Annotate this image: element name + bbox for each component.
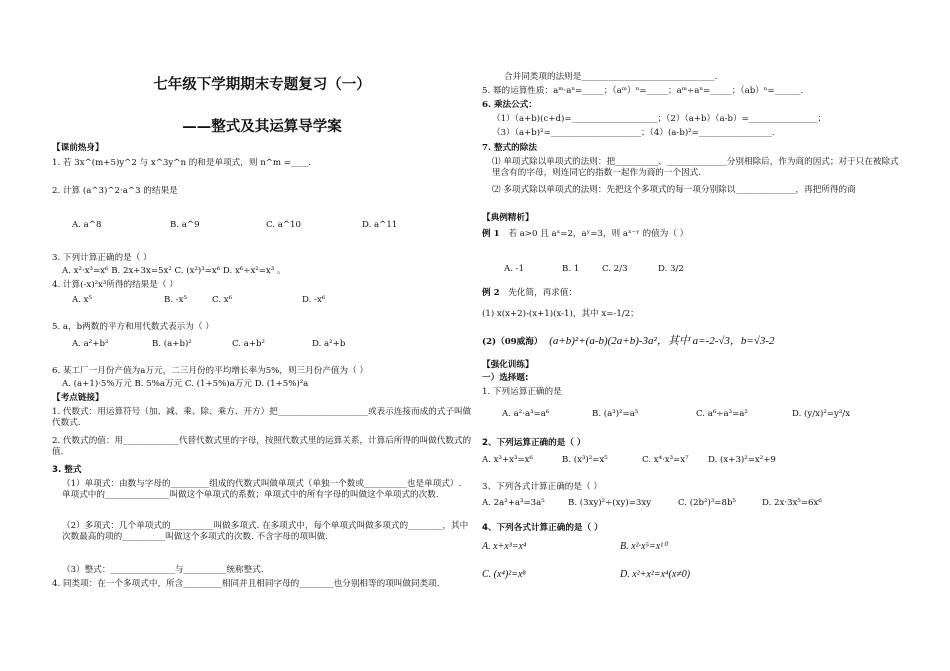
point-4-cont: 合并同类项的法则是_______________________________. [504,72,718,82]
training-q3-options [482,498,902,518]
point-6-2: （3）（a+b)²=_____________________；（4）(a-b)²=_________________. [492,128,775,138]
t3-option-a: A. 2a²+a³=3a⁵ [482,498,545,508]
warmup-q3-options: A. x²·x³=x⁶ B. 2x+3x=5x² C. (x²)³=x⁶ D. x⁶÷x²=x³ 。 [62,266,286,276]
t2-option-a: A. x³+x³=x⁶ [482,455,533,465]
warmup-q2: 2. 计算 (a^3)^2·a^3 的结果是 [52,186,178,196]
q4-option-c: C. x⁶ [212,295,233,305]
example-2-label: 例 2 [482,288,500,298]
example-2-2-expr: (a+b)²+(a-b)(2a+b)-3a²，其中 a=-2-√3，b=√3-2 [549,335,775,347]
example-2 [482,288,902,299]
t4-option-b: B. x²·x⁵=x¹⁰ [620,541,668,552]
q2-option-b: B. a^9 [170,220,200,230]
t2-option-b: B. (x³)²=x⁵ [562,455,608,465]
warmup-q5: 5. a，b两数的平方和用代数式表示为（ ） [52,322,214,332]
t3-option-c: C. (2b²)³=8b⁵ [678,498,736,508]
training-subheader: 一）选择题: [482,373,529,383]
training-q1-options [482,409,902,429]
warmup-q6: 6. 某工厂一月份产值为a万元，二三月份的平均增长率为5%，则三月份产值为（ ） [52,366,369,376]
warmup-q3: 3. 下列计算正确的是（ ） [52,253,152,263]
example-2-2 [482,334,902,349]
point-3-1: （1）单项式：由数与字母的_________组成的代数式叫做单项式（单独一个数或__________也是单项式）. 单项式中的_______________叫做这个单项式的系数；单项式中的所有字母的叫做这个单项式的次数. [62,479,462,501]
t4-option-c: C. (x⁴)²=x⁸ [482,569,526,580]
point-2: 2. 代数式的值：用_____________代替代数式里的字母，按照代数式里的运算关系，计算后所得的叫做代数式的值. [52,436,472,458]
warmup-q2-options [52,220,472,240]
page-title: 七年级下学期期末专题复习（一） [153,77,371,93]
training-header: 【强化训练】 [482,360,534,370]
warmup-q5-options [52,339,472,359]
example-2-1: (1) x(x+2)-(x+1)(x-1)，其中 x=-1/2； [482,309,639,319]
training-q1: 1. 下列运算正确的是 [482,387,562,397]
e1-option-b: B. 1 [562,264,580,274]
t1-option-b: B. (a³)²=a⁵ [592,409,639,419]
point-7-1: ⑴ 单项式除以单项式的法则：把__________、______________分别相除后，作为商的因式；对于只在被除式里含有的字母，则连同它的指数一起作为商的一个因式. [492,157,899,179]
warmup-header: 【课前热身】 [52,143,104,153]
examples-header: 【典例精析】 [482,213,534,223]
t3-option-d: D. 2x·3x⁵=6x⁶ [762,498,822,508]
warmup-q6-options: A. (a+1)·5%万元 B. 5%a万元 C. (1+5%)a万元 D. (1+5%)²a [62,379,309,389]
t1-option-a: A. a²·a³=a⁶ [502,409,550,419]
page-subtitle: ——整式及其运算导学案 [182,119,342,135]
points-header: 【考点链接】 [52,393,104,403]
point-4: 4. 同类项：在一个多项式中，所含_________相同并且相同字母的________也分别相等的项叫做同类项. [52,579,440,589]
training-q3: 3、下列各式计算正确的是（ ） [482,482,602,492]
q2-option-d: D. a^11 [362,220,398,230]
example-1 [482,229,902,240]
training-q4-options-row1 [482,540,902,560]
point-7-2: ⑵ 多项式除以单项式的法则：先把这个多项式的每一项分别除以______________，再把所得的商 [492,185,856,195]
training-q2: 2、下列运算正确的是（ ） [482,438,586,448]
t1-option-d: D. (y/x)²=y²/x [792,409,851,419]
q5-option-a: A. a²+b² [72,339,109,349]
point-3-2: （2）多项式：几个单项式的__________叫做多项式. 在多项式中，每个单项式叫做多项式的________，其中次数最高的项的__________叫做这个多项式的次数. 不含字母的项叫做. [62,521,469,543]
training-q2-options [482,455,902,475]
point-3: 3. 整式 [52,465,82,475]
t4-option-d: D. x²+x²=x⁴(x≠0) [620,569,691,580]
training-q4-options-row2 [482,568,902,588]
t1-option-c: C. a⁶÷a³=a² [696,409,748,419]
q4-option-d: D. -x⁶ [302,295,326,305]
point-3-3: （3）整式：_______________与__________统称整式. [62,565,264,575]
warmup-q1: 1. 若 3x^(m+5)y^2 与 x^3y^n 的和是单项式，则 n^m =____. [52,158,311,168]
point-6: 6. 乘法公式： [482,100,537,110]
example-1-options [482,264,902,286]
t2-option-d: D. (x+3)²=x²+9 [708,455,776,465]
e1-option-c: C. 2/3 [602,264,628,274]
q2-option-a: A. a^8 [72,220,102,230]
t4-option-a: A. x+x³=x⁴ [482,541,527,552]
e1-option-d: D. 3/2 [658,264,684,274]
q5-option-d: D. a²+b [312,339,346,349]
q2-option-c: C. a^10 [266,220,301,230]
example-1-text: 若 a>0 且 aˣ=2，aʸ=3，则 aˣ⁻ʸ 的值为（ ） [508,229,689,239]
example-2-text: 先化简，再求值： [508,288,578,298]
q4-option-b: B. -x⁵ [164,295,187,305]
point-6-1: （1）（a+b)(c+d)=____________________；（2）（a+b）（a-b）=________________； [492,114,827,124]
point-7: 7. 整式的除法 [482,143,537,153]
point-5: 5. 幂的运算性质：aᵐ·aⁿ=_____；（aᵐ）ⁿ=_____；aᵐ÷aⁿ=_____；（ab）ⁿ=______. [482,86,804,96]
e1-option-a: A. -1 [504,264,525,274]
warmup-q4-options [52,295,472,315]
point-1: 1. 代数式：用运算符号（加、减、乘、除、乘方、开方）把_____________________或表示连接而成的式子叫做代数式. [52,407,472,429]
training-q4: 4、下列各式计算正确的是（ ） [482,523,603,533]
q4-option-a: A. x⁵ [72,295,92,305]
t3-option-b: B. (3xy)²÷(xy)=3xy [568,498,652,508]
q5-option-c: C. a+b² [232,339,266,349]
q5-option-b: B. (a+b)² [152,339,192,349]
example-1-label: 例 1 [482,229,500,239]
t2-option-c: C. x⁴·x³=x⁷ [642,455,689,465]
warmup-q4: 4. 计算(-x)²x³所得的结果是（ ） [52,280,178,290]
example-2-2-label: (2)（09威海） [482,337,543,347]
